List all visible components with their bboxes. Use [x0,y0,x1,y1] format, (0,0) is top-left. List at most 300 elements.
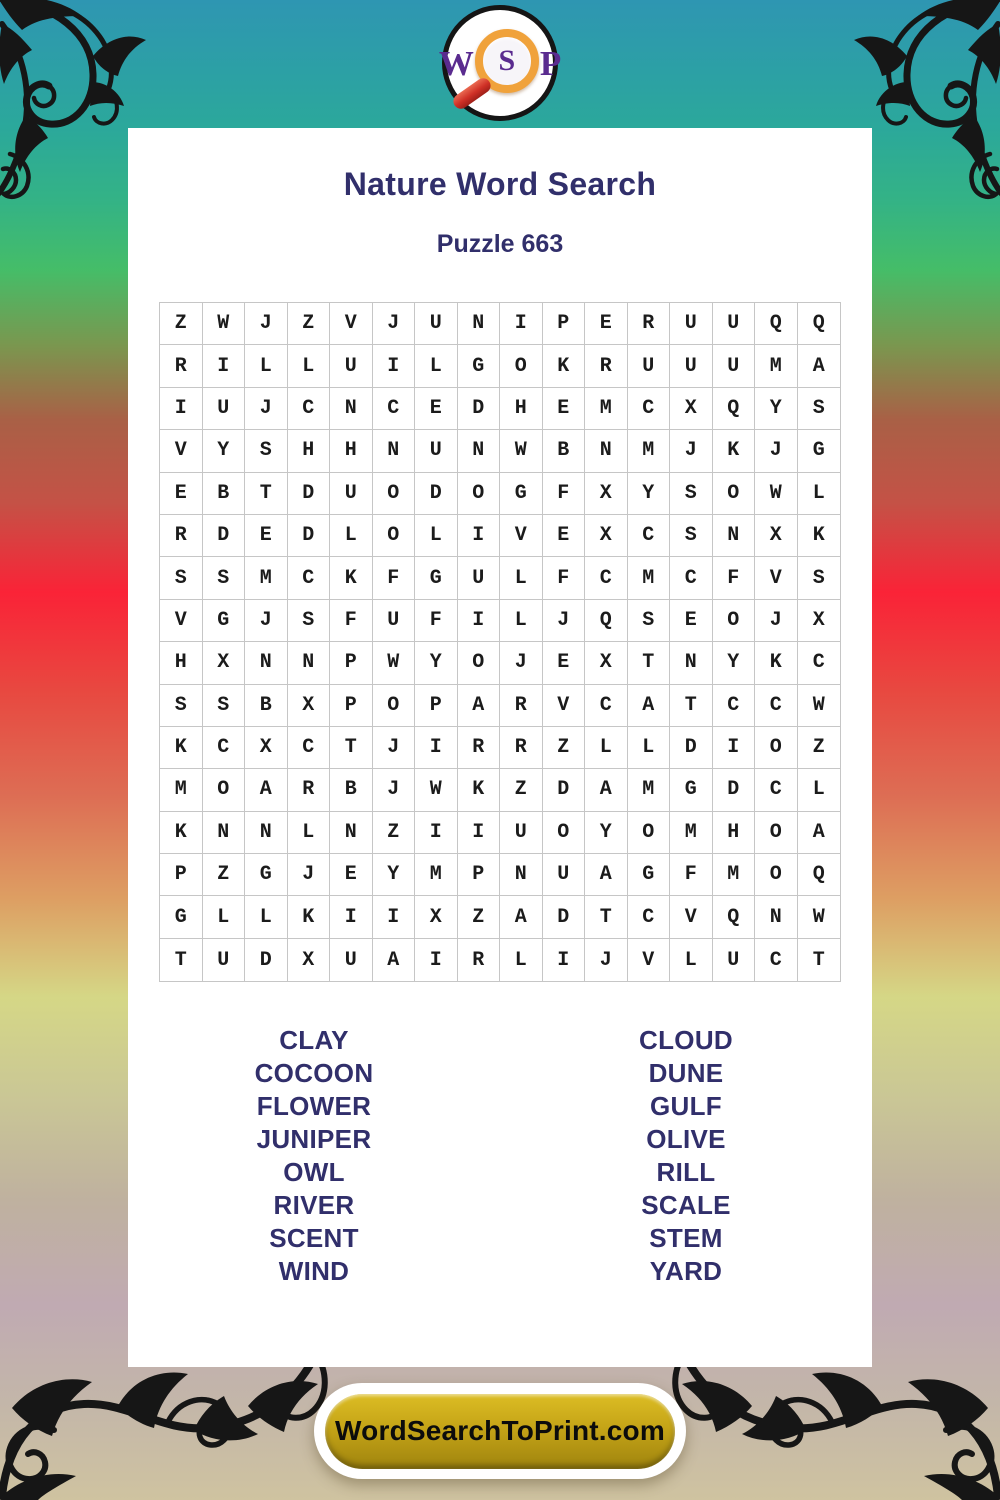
grid-cell: A [798,812,841,854]
word-column-right [500,1024,872,1288]
grid-cell: I [203,345,246,387]
word-item: YARD [649,1256,723,1286]
grid-cell: U [415,430,458,472]
grid-cell: Q [798,854,841,896]
magnifier-icon [475,29,539,93]
grid-cell: K [330,557,373,599]
grid-cell: L [415,515,458,557]
grid-cell: I [458,515,501,557]
grid-cell: T [812,948,825,972]
grid-cell: L [585,727,628,769]
grid-row [160,854,840,896]
grid-cell: R [458,727,501,769]
grid-cell: E [330,854,373,896]
grid-cell: L [500,939,543,981]
grid-cell: B [543,430,586,472]
word-item: JUNIPER [256,1124,372,1154]
grid-cell: C [585,557,628,599]
grid-cell: U [713,303,756,345]
grid-cell: I [415,812,458,854]
grid-cell: S [798,388,841,430]
grid-cell: X [585,473,628,515]
grid-cell: I [458,600,501,642]
grid-cell: N [330,388,373,430]
grid-cell: Z [288,303,331,345]
grid-cell: N [713,515,756,557]
grid-cell: C [755,939,798,981]
grid-cell: I [373,345,416,387]
grid-cell: R [628,303,671,345]
grid-cell: R [288,769,331,811]
grid-cell: Q [798,303,841,345]
grid-cell: V [160,430,203,472]
grid-cell: S [203,557,246,599]
word-item: GULF [650,1091,722,1121]
grid-cell: Y [755,388,798,430]
grid-cell: E [160,473,203,515]
grid-cell: Y [628,473,671,515]
grid-cell: D [543,896,586,938]
grid-cell: M [245,557,288,599]
grid-cell: P [543,303,586,345]
grid-cell: I [415,727,458,769]
grid-cell: C [288,557,331,599]
grid-cell: F [543,473,586,515]
grid-cell: N [245,642,288,684]
grid-cell: I [415,939,458,981]
grid-cell: C [628,388,671,430]
grid-cell: E [245,515,288,557]
word-list [128,1024,872,1288]
grid-cell: L [628,727,671,769]
grid-cell: T [585,896,628,938]
grid-cell: N [755,896,798,938]
grid-cell: X [288,685,331,727]
grid-cell: U [628,345,671,387]
grid-cell: T [670,685,713,727]
word-item: WIND [278,1256,350,1286]
grid-cell: U [203,388,246,430]
grid-cell: L [415,345,458,387]
word-item: OWL [283,1157,345,1187]
grid-cell: S [203,685,246,727]
grid-row [160,685,840,727]
grid-cell: L [670,939,713,981]
grid-cell: D [458,388,501,430]
grid-cell: P [330,685,373,727]
grid-cell: Z [798,727,841,769]
grid-cell: D [203,515,246,557]
grid-cell: A [373,939,416,981]
grid-cell: M [713,854,756,896]
grid-cell: Q [713,896,756,938]
grid-cell: O [458,642,501,684]
grid-cell: P [160,854,203,896]
logo-letter-s: S [498,44,516,77]
grid-cell: A [500,896,543,938]
grid-cell: S [160,685,203,727]
grid-cell: K [160,727,203,769]
grid-cell: S [670,473,713,515]
grid-cell: S [160,557,203,599]
grid-cell: E [415,388,458,430]
grid-cell: S [628,600,671,642]
grid-cell: X [288,939,331,981]
grid-cell: A [585,769,628,811]
grid-cell: J [373,303,416,345]
grid-cell: E [543,388,586,430]
grid-cell: U [670,345,713,387]
grid-cell: C [755,685,798,727]
grid-cell: N [245,812,288,854]
grid-cell: F [713,557,756,599]
grid-cell: W [798,685,841,727]
grid-cell: V [755,557,798,599]
grid-cell: W [203,303,246,345]
word-item: CLAY [279,1025,349,1055]
grid-cell: Z [500,769,543,811]
grid-cell: Q [755,303,798,345]
grid-cell: A [585,854,628,896]
grid-cell: O [713,473,756,515]
grid-cell: O [203,769,246,811]
grid-cell: C [585,685,628,727]
grid-cell: J [755,600,798,642]
grid-cell: Z [160,303,203,345]
word-item: FLOWER [256,1091,372,1121]
grid-cell: Q [585,600,628,642]
grid-cell: J [500,642,543,684]
grid-cell: O [628,812,671,854]
grid-cell: Z [203,854,246,896]
grid-cell: R [458,939,501,981]
grid-cell: X [585,515,628,557]
grid-cell: U [458,557,501,599]
logo-letter-w: W [438,43,474,83]
grid-cell: C [373,388,416,430]
grid-cell: M [160,769,203,811]
grid-cell: K [798,515,841,557]
grid-cell: J [245,303,288,345]
grid-cell: D [713,769,756,811]
grid-cell: L [500,600,543,642]
word-item: CLOUD [639,1025,733,1055]
grid-row [160,557,840,599]
grid-cell: K [755,642,798,684]
grid-cell: C [288,388,331,430]
grid-cell: S [798,557,841,599]
grid-cell: C [203,727,246,769]
grid-row [160,642,840,684]
grid-row [160,769,840,811]
grid-cell: C [755,769,798,811]
grid-cell: D [288,473,331,515]
grid-row [160,939,840,981]
grid-cell: N [458,303,501,345]
grid-cell: S [670,515,713,557]
grid-cell: U [713,939,756,981]
grid-cell: L [288,345,331,387]
page-title: Nature Word Search [343,166,657,202]
grid-cell: D [415,473,458,515]
grid-cell: M [628,557,671,599]
grid-cell: R [500,727,543,769]
puzzle-number: Puzzle 663 [436,230,564,258]
grid-cell: X [670,388,713,430]
grid-cell: U [670,303,713,345]
grid-cell: F [373,557,416,599]
grid-cell: M [755,345,798,387]
grid-cell: J [543,600,586,642]
grid-cell: W [415,769,458,811]
letter-grid [159,302,841,982]
grid-cell: Z [543,727,586,769]
grid-cell: T [245,473,288,515]
grid-cell: X [755,515,798,557]
grid-cell: I [160,388,203,430]
word-item: RILL [656,1157,716,1187]
grid-cell: J [373,769,416,811]
grid-cell: W [755,473,798,515]
grid-cell: A [628,685,671,727]
grid-cell: N [288,642,331,684]
grid-cell: K [543,345,586,387]
grid-cell: C [288,727,331,769]
grid-row [160,473,840,515]
grid-cell: P [415,685,458,727]
grid-cell: Y [415,642,458,684]
grid-cell: I [373,896,416,938]
website-button-face [325,1394,675,1469]
grid-cell: G [160,896,203,938]
grid-cell: J [670,430,713,472]
grid-cell: H [288,430,331,472]
grid-cell: G [415,557,458,599]
grid-cell: G [670,769,713,811]
grid-cell: O [373,685,416,727]
grid-cell: K [713,430,756,472]
grid-cell: I [713,727,756,769]
grid-cell: R [160,345,203,387]
word-item: DUNE [648,1058,724,1088]
grid-cell: M [628,769,671,811]
grid-cell: S [245,430,288,472]
grid-cell: L [288,812,331,854]
grid-cell: P [458,854,501,896]
grid-cell: V [330,303,373,345]
grid-cell: M [670,812,713,854]
grid-cell: N [458,430,501,472]
grid-cell: O [373,473,416,515]
grid-cell: E [585,303,628,345]
grid-cell: W [500,430,543,472]
grid-cell: A [458,685,501,727]
grid-cell: F [330,600,373,642]
grid-row [160,303,840,345]
grid-cell: V [543,685,586,727]
grid-cell: Y [203,430,246,472]
grid-cell: Q [713,388,756,430]
grid-cell: M [585,388,628,430]
grid-cell: J [373,727,416,769]
grid-cell: M [415,854,458,896]
grid-cell: U [500,812,543,854]
grid-cell: A [245,769,288,811]
word-item: STEM [649,1223,723,1253]
grid-cell: N [203,812,246,854]
grid-cell: N [500,854,543,896]
grid-cell: T [160,939,203,981]
grid-cell: P [330,642,373,684]
grid-cell: J [245,600,288,642]
grid-cell: J [755,430,798,472]
grid-cell: L [330,515,373,557]
grid-cell: D [245,939,288,981]
grid-cell: C [713,685,756,727]
grid-cell: C [628,515,671,557]
grid-cell: O [713,600,756,642]
grid-row [160,430,840,472]
grid-row [160,600,840,642]
puzzle-card [128,128,872,1367]
grid-cell: O [458,473,501,515]
word-item: RIVER [273,1190,355,1220]
grid-cell: H [500,388,543,430]
grid-cell: I [500,303,543,345]
grid-cell: N [670,642,713,684]
grid-row [160,727,840,769]
grid-cell: O [755,727,798,769]
grid-cell: Y [713,642,756,684]
grid-cell: E [543,642,586,684]
grid-cell: K [160,812,203,854]
grid-cell: S [288,600,331,642]
grid-cell: R [585,345,628,387]
word-item: COCOON [254,1058,374,1088]
grid-cell: N [373,430,416,472]
grid-cell: O [543,812,586,854]
grid-row [160,896,840,938]
grid-cell: C [670,557,713,599]
grid-cell: V [670,896,713,938]
grid-cell: E [670,600,713,642]
grid-cell: X [798,600,841,642]
website-button[interactable] [314,1383,686,1479]
wsp-logo [438,5,562,121]
word-column-left [128,1024,500,1288]
grid-cell: G [458,345,501,387]
grid-cell: Z [458,896,501,938]
grid-cell: L [798,769,841,811]
grid-cell: J [288,854,331,896]
grid-cell: F [670,854,713,896]
grid-cell: G [500,473,543,515]
grid-cell: V [160,600,203,642]
grid-cell: F [543,557,586,599]
grid-cell: H [330,430,373,472]
grid-cell: I [543,939,586,981]
grid-cell: B [330,769,373,811]
grid-cell: D [543,769,586,811]
grid-cell: R [500,685,543,727]
grid-cell: A [798,345,841,387]
grid-cell: U [415,303,458,345]
grid-cell: U [330,345,373,387]
logo-letter-p: P [539,43,562,83]
grid-cell: O [755,854,798,896]
grid-cell: L [798,473,841,515]
grid-cell: J [585,939,628,981]
grid-cell: J [245,388,288,430]
word-item: OLIVE [646,1124,726,1154]
grid-row [160,388,840,430]
grid-cell: G [203,600,246,642]
grid-cell: X [203,642,246,684]
grid-cell: U [713,345,756,387]
grid-cell: U [203,939,246,981]
grid-cell: V [500,515,543,557]
grid-cell: L [245,345,288,387]
grid-cell: R [160,515,203,557]
grid-cell: C [628,896,671,938]
grid-cell: H [160,642,203,684]
word-item: SCENT [269,1223,359,1253]
grid-cell: D [670,727,713,769]
grid-cell: K [458,769,501,811]
grid-cell: U [373,600,416,642]
grid-cell: E [543,515,586,557]
grid-cell: L [245,896,288,938]
grid-row [160,515,840,557]
grid-cell: Y [585,812,628,854]
grid-cell: U [330,473,373,515]
grid-cell: T [330,727,373,769]
grid-cell: B [245,685,288,727]
grid-cell: U [543,854,586,896]
grid-cell: G [245,854,288,896]
grid-cell: B [203,473,246,515]
grid-cell: I [330,896,373,938]
grid-cell: U [330,939,373,981]
word-item: SCALE [641,1190,731,1220]
grid-cell: Z [373,812,416,854]
grid-cell: M [628,430,671,472]
grid-row [160,812,840,854]
website-label: WordSearchToPrint.com [335,1415,665,1446]
grid-cell: H [713,812,756,854]
grid-cell: N [330,812,373,854]
grid-row [160,345,840,387]
grid-cell: Y [373,854,416,896]
grid-cell: V [628,939,671,981]
grid-cell: L [203,896,246,938]
grid-cell: T [628,642,671,684]
grid-cell: W [798,896,841,938]
grid-cell: O [500,345,543,387]
grid-cell: X [585,642,628,684]
grid-cell: L [500,557,543,599]
grid-cell: I [458,812,501,854]
grid-cell: X [245,727,288,769]
grid-cell: O [373,515,416,557]
grid-cell: X [415,896,458,938]
grid-cell: O [755,812,798,854]
grid-cell: G [628,854,671,896]
grid-cell: W [373,642,416,684]
grid-cell: G [798,430,841,472]
grid-cell: K [288,896,331,938]
grid-cell: F [415,600,458,642]
